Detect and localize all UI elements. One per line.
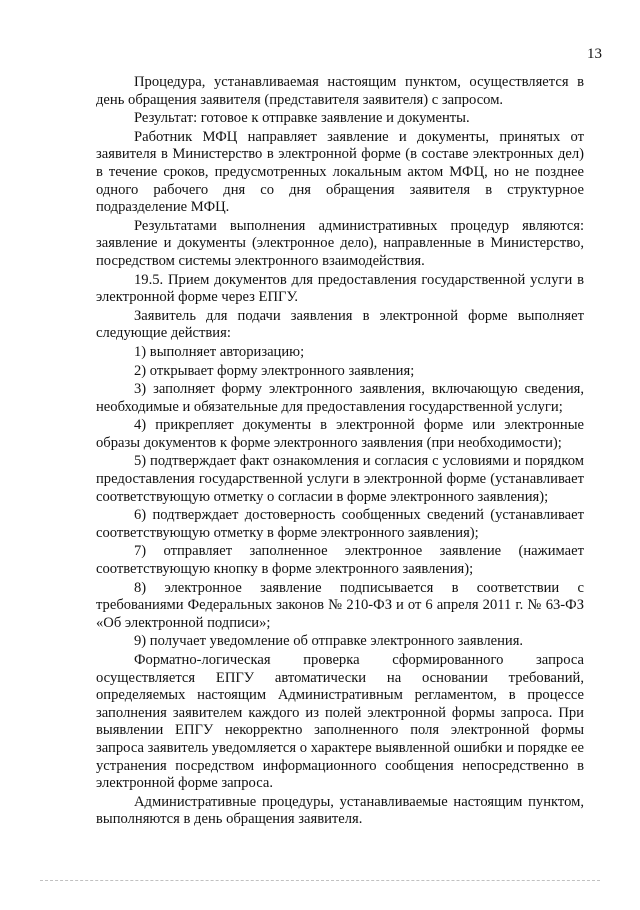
paragraph: Результат: готовое к отправке заявление и документы. [134,110,470,127]
list-item: 1) выполняет авторизацию; [134,343,305,360]
paragraph: Работник МФЦ направляет заявление и документы, принятых от заявителя в Министерство в электронной форме (в составе электронных дел) в течение сроков, предусмотренных локальным актом МФЦ, но не позднее одного рабочего дня со дня обращения заявителя в структурное подразделение МФЦ. [96,128,584,216]
list-item: 2) открывает форму электронного заявления; [134,362,415,379]
list-item: 6) подтверждает достоверность сообщенных сведений (устанавливает соответствующую отметку в форме электронного заявления); [96,507,584,541]
document-body [96,74,584,830]
list-item: 8) электронное заявление подписывается в соответствии с требованиями Федеральных законов № 210-ФЗ и от 6 апреля 2011 г. № 63-ФЗ «Об электронной подписи»; [96,579,584,631]
list-item: 9) получает уведомление об отправке электронного заявления. [134,633,524,650]
list-item: 3) заполняет форму электронного заявления, включающую сведения, необходимые и обязательные для предоставления государственной услуги; [96,381,584,415]
list-item: 4) прикрепляет документы в электронной форме или электронные образы документов к форме электронного заявления (при необходимости); [96,417,584,451]
footer-divider [40,880,600,881]
paragraph: Процедура, устанавливаемая настоящим пунктом, осуществляется в день обращения заявителя (представителя заявителя) с запросом. [96,74,584,108]
paragraph: Результатами выполнения административных процедур являются: заявление и документы (электронное дело), направленные в Министерство, посредством системы электронного взаимодействия. [96,217,584,269]
page-number: 13 [587,46,602,62]
paragraph: Заявитель для подачи заявления в электронной форме выполняет следующие действия: [96,307,584,342]
paragraph: Административные процедуры, устанавливаемые настоящим пунктом, выполняются в день обращения заявителя. [96,793,584,828]
paragraph: 19.5. Прием документов для предоставления государственной услуги в электронной форме через ЕПГУ. [96,271,584,306]
list-item: 7) отправляет заполненное электронное заявление (нажимает соответствующую кнопку в форме электронного заявления); [96,543,584,578]
list-item: 5) подтверждает факт ознакомления и согласия с условиями и порядком предоставления государственной услуги в электронной форме (устанавливает соответствующую отметку о согласии в форме электронного заявления); [96,453,584,505]
paragraph: Форматно-логическая проверка сформированного запроса осуществляется ЕПГУ автоматически на основании требований, определяемых настоящим Административным регламентом, в процессе заполнения заявителем каждого из полей электронной формы запроса. При выявлении ЕПГУ некорректно заполненного поля электронной формы запроса заявитель уведомляется о характере выявленной ошибки и порядке ее устранения посредством информационного сообщения непосредственно в электронной форме запроса. [96,652,584,792]
